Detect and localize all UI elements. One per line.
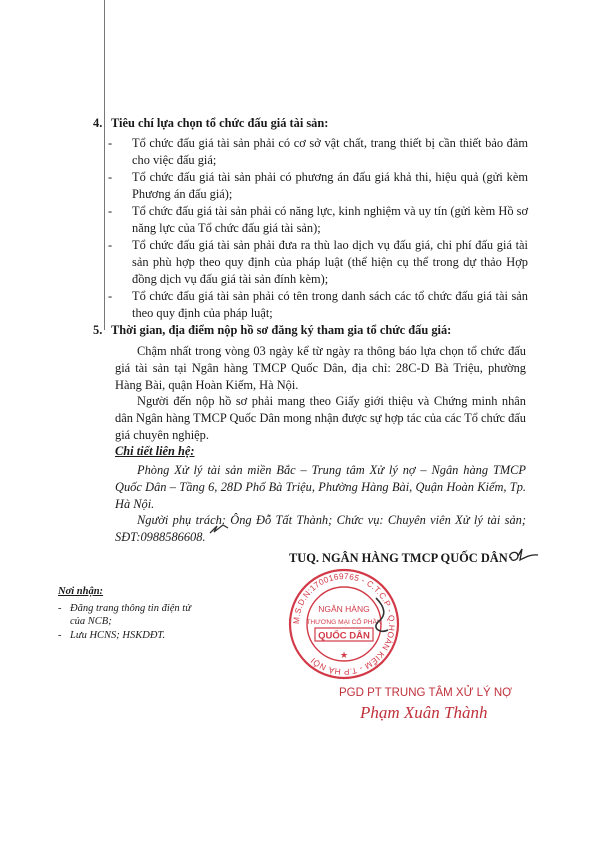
svg-text:★: ★ [339, 650, 349, 660]
contact-office: Phòng Xử lý tài sản miền Bắc – Trung tâm Xử lý nợ – Ngân hàng TMCP Quốc Dân – Tầng 6, 28D Phố Bà Triệu, Phường Hàng Bài, Quận Hoàn Kiếm, Tp. Hà Nội. [115, 463, 526, 511]
criteria-item: - Tổ chức đấu giá tài sản phải có phương án đấu giá khả thi, hiệu quả (gửi kèm Phương án đấu giá); [108, 170, 528, 201]
initial-signature-icon [506, 546, 542, 566]
handwritten-mark-icon [208, 522, 230, 536]
recipient-item: - Đăng trang thông tin điện tử của NCB; [58, 603, 191, 627]
signer-name: Phạm Xuân Thành [360, 703, 488, 722]
bullet-dash: - [108, 204, 113, 218]
criteria-item: - Tổ chức đấu giá tài sản phải có cơ sở vật chất, trang thiết bị cần thiết bảo đảm cho việc đấu giá; [108, 136, 528, 167]
recipient-item: - Lưu HCNS; HSKDĐT. [58, 630, 166, 641]
svg-text:QUỐC DÂN: QUỐC DÂN [318, 630, 370, 642]
bullet-dash: - [108, 289, 113, 303]
criteria-item: - Tổ chức đấu giá tài sản phải có tên trong danh sách các tổ chức đấu giá tài sản theo quy định của pháp luật; [108, 289, 528, 320]
contact-heading: Chi tiết liên hệ: [115, 444, 195, 458]
documents-paragraph: Người đến nộp hồ sơ phải mang theo Giấy giới thiệu và Chứng minh nhân dân Ngân hàng TMCP Quốc Dân mong nhận được sự hợp tác của các Tổ chức đấu giá chuyên nghiệp. [115, 394, 526, 442]
svg-text:NGÂN HÀNG: NGÂN HÀNG [318, 604, 370, 614]
criteria-item: - Tổ chức đấu giá tài sản phải có năng lực, kinh nghiệm và uy tín (gửi kèm Hồ sơ năng lực của Tổ chức đấu giá tài sản); [108, 204, 528, 235]
section-4-heading [93, 116, 328, 131]
svg-text:M.S.D.N:1700169765 - C.T.C.P -: M.S.D.N:1700169765 - C.T.C.P - Q.HOÀN KIẾM - T.P HÀ NỘI [290, 570, 398, 678]
contact-person: Người phụ trách: Ông Đỗ Tất Thành; Chức vụ: Chuyên viên Xử lý tài sản; SĐT:0988586608. [115, 513, 526, 544]
bullet-dash: - [108, 170, 113, 184]
recipients-heading: Nơi nhận: [58, 586, 104, 597]
section-5-heading [93, 323, 451, 338]
company-seal [288, 568, 400, 680]
deadline-paragraph: Chậm nhất trong vòng 03 ngày kể từ ngày ra thông báo lựa chọn tổ chức đấu giá tài sản tại Ngân hàng TMCP Quốc Dân, địa chỉ: 28C-D Bà Triệu, phường Hàng Bài, quận Hoàn Kiếm, Hà Nội. [115, 344, 526, 392]
signer-organization: PGD PT TRUNG TÂM XỬ LÝ NỢ [339, 687, 513, 699]
section-5-number: 5. [93, 323, 103, 337]
section-4-title: Tiêu chí lựa chọn tổ chức đấu giá tài sản: [111, 116, 329, 130]
bullet-dash: - [108, 238, 113, 252]
section-5-title: Thời gian, địa điểm nộp hồ sơ đăng ký tham gia tổ chức đấu giá: [111, 323, 452, 337]
left-margin-line [104, 0, 105, 330]
signature-title: TUQ. NGÂN HÀNG TMCP QUỐC DÂN [289, 551, 508, 565]
bullet-dash: - [108, 136, 113, 150]
criteria-item: - Tổ chức đấu giá tài sản phải đưa ra thù lao dịch vụ đấu giá, chi phí đấu giá tài sản phù hợp theo quy định của pháp luật (thể hiện cụ thể trong dự thảo Hợp đồng dịch vụ đấu giá tài sản đính kèm); [108, 238, 528, 286]
svg-text:THƯƠNG MẠI CỔ PHẦN: THƯƠNG MẠI CỔ PHẦN [306, 619, 382, 626]
section-4-number: 4. [93, 116, 103, 130]
